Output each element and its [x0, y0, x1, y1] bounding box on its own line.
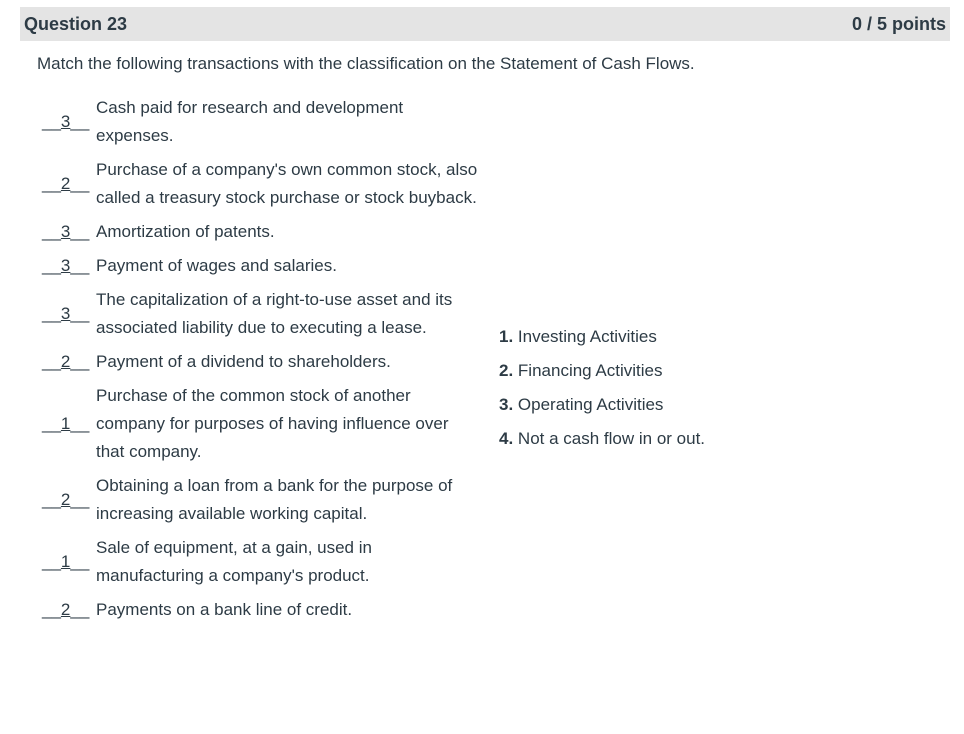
option-item: 4. Not a cash flow in or out.: [499, 429, 706, 448]
transaction-text: Cash paid for research and development expenses.: [96, 98, 404, 145]
option-item: 3. Operating Activities: [499, 395, 664, 414]
transaction-text: Payment of wages and salaries.: [96, 256, 337, 275]
matching-row: [42, 472, 492, 528]
answer-value: __3__: [42, 304, 90, 323]
matching-row: [42, 218, 492, 246]
matching-row: [42, 156, 492, 212]
answer-value: __1__: [42, 414, 90, 433]
answer-value: __2__: [42, 174, 90, 193]
transaction-text: Obtaining a loan from a bank for the purpose of increasing available working capital.: [96, 476, 453, 523]
transaction-text: Payments on a bank line of credit.: [96, 600, 353, 619]
matching-row: [42, 94, 492, 150]
answer-value: __3__: [42, 222, 90, 241]
matching-row: [42, 382, 492, 466]
matching-rows: [42, 94, 492, 630]
question-points: 0 / 5 points: [851, 13, 946, 34]
answer-value: __2__: [42, 600, 90, 619]
question-title: Question 23: [24, 13, 128, 34]
transaction-text: Sale of equipment, at a gain, used in manufacturing a company's product.: [96, 538, 372, 585]
option-item: 1. Investing Activities: [499, 327, 657, 346]
transaction-text: Payment of a dividend to shareholders.: [96, 352, 391, 371]
transaction-text: Amortization of patents.: [96, 222, 275, 241]
answer-value: __3__: [42, 256, 90, 275]
answer-value: __3__: [42, 112, 90, 131]
matching-row: [42, 348, 492, 376]
classification-options: [499, 320, 799, 456]
question-header: [20, 7, 950, 41]
transaction-text: Purchase of the common stock of another company for purposes of having influence over that company.: [96, 386, 449, 461]
matching-row: [42, 534, 492, 590]
answer-value: __1__: [42, 552, 90, 571]
option-item: 2. Financing Activities: [499, 361, 663, 380]
question-prompt: Match the following transactions with the classification on the Statement of Cash Flows.: [37, 54, 695, 73]
transaction-text: Purchase of a company's own common stock, also called a treasury stock purchase or stock buyback.: [96, 160, 478, 207]
matching-row: [42, 252, 492, 280]
matching-row: [42, 596, 492, 624]
transaction-text: The capitalization of a right-to-use asset and its associated liability due to executing a lease.: [96, 290, 453, 337]
answer-value: __2__: [42, 490, 90, 509]
answer-value: __2__: [42, 352, 90, 371]
matching-row: [42, 286, 492, 342]
